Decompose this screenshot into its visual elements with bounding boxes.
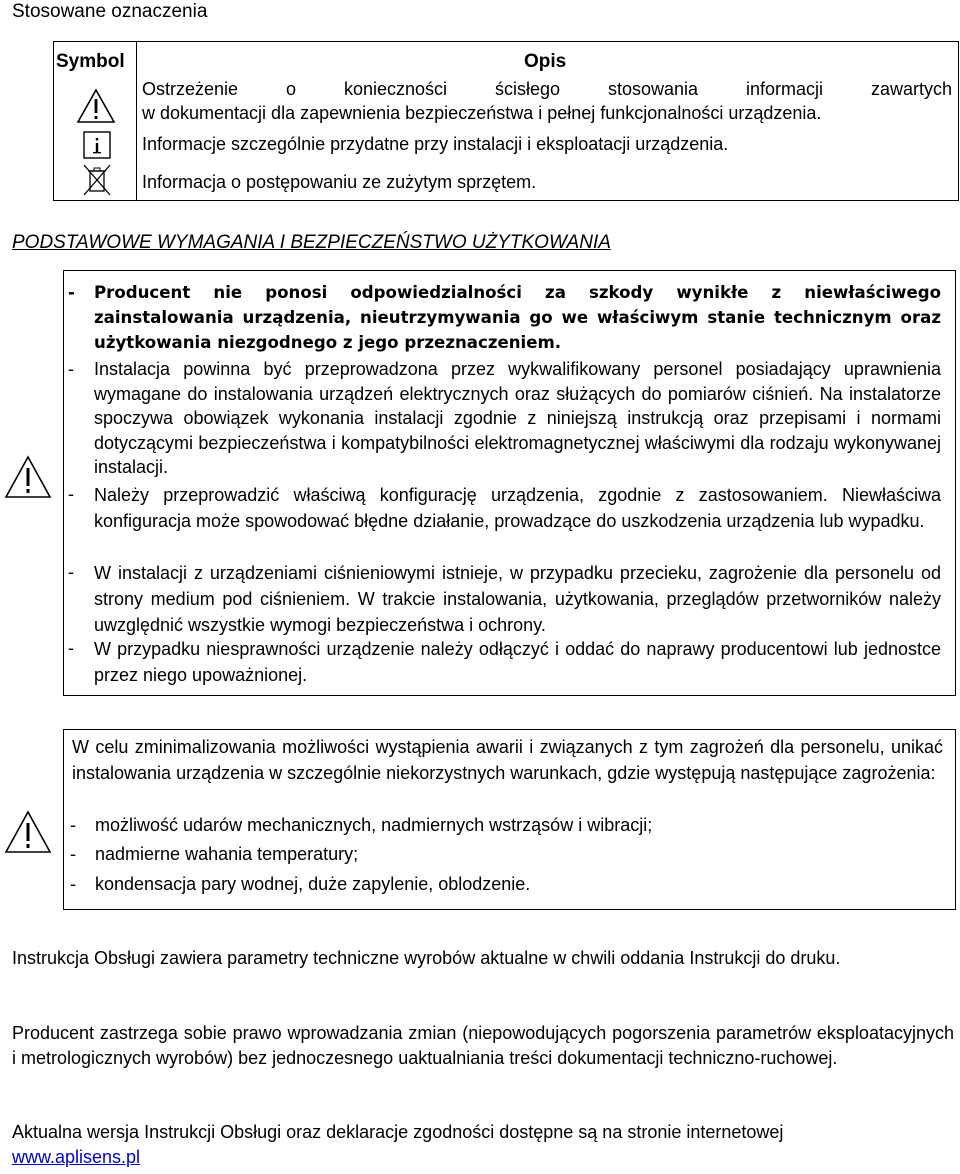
safety-item-text: W przypadku niesprawności urządzenie należy odłączyć i oddać do naprawy producentowi lub jednostce przez niego upoważnionej. [94,639,941,685]
hazard-item [70,871,530,897]
safety-item-text: W instalacji z urządzeniami ciśnieniowymi istnieje, w przypadku przecieku, zagrożenie dla personelu od strony medium pod ciśnieniem. W trakcie instalowania, użytkowania, przeglądów przetworników należy uwzględnić wszystkie wymogi bezpieczeństwa i ochrony. [94,563,941,635]
info-icon [82,130,112,160]
bullet-dash: - [68,484,74,504]
hazard-item [70,812,652,838]
safety-item [68,482,941,534]
warning-triangle-icon [4,455,52,505]
hazard-item-text: nadmierne wahania temperatury; [95,844,359,864]
warning-triangle-icon [4,810,52,860]
bullet-dash: - [70,844,76,864]
website-link[interactable]: www.aplisens.pl [12,1147,141,1167]
column-header-description: Opis [524,51,567,72]
safety-item [68,636,941,688]
safety-item [68,280,941,355]
bullet-dash: - [70,874,76,894]
symbols-table [53,41,959,201]
bullet-dash: - [70,815,76,835]
safety-item-text: Instalacja powinna być przeprowadzona przez wykwalifikowany personel posiadający uprawnienia wymagane do instalowania urządzeń elektrycznych oraz służących do pomiarów ciśnień. Na instalatorze spoczywa obowiązek wykonania instalacji zgodnie z niniejszą instrukcją oraz przepisami i normami dotyczącymi bezpieczeństwa i kompatybilności elektromagnetycznej właściwymi dla rodzaju wykonywanej instalacji. [94,359,941,478]
safety-requirements-box [63,270,956,696]
footer-paragraph-changes: Producent zastrzega sobie prawo wprowadzania zmian (niepowodujących pogorszenia parametrów eksploatacyjnych i metrologicznych wyrobów) bez jednoczesnego uaktualniania treści dokumentacji techniczno-ruchowej. [12,1023,954,1068]
safety-item-text: Producent nie ponosi odpowiedzialności za szkody wynikłe z niewłaściwego zainstalowania urządzenia, nieutrzymywania go we właściwym stanie technicznym oraz użytkowania niezgodnego z jego przeznaczeniem. [94,283,941,352]
column-header-symbol: Symbol [56,51,125,72]
bullet-dash: - [68,638,74,658]
warning-triangle-icon [74,86,118,126]
hazard-intro: W celu zminimalizowania możliwości wystąpienia awarii i związanych z tym zagrożeń dla personelu, unikać instalowania urządzenia w szczególnie niekorzystnych warunkach, gdzie występują następujące zagrożenia: [72,737,943,783]
crossed-bin-icon [80,162,114,198]
footer-paragraph-online [12,1120,954,1170]
hazard-item-text: możliwość udarów mechanicznych, nadmiernych wstrząsów i wibracji; [95,815,653,835]
footer-paragraph-validity: Instrukcja Obsługi zawiera parametry techniczne wyrobów aktualne w chwili oddania Instrukcji do druku. [12,948,841,968]
hazard-conditions-box [63,729,956,910]
symbol-desc-warning-line2: w dokumentacji dla zapewnienia bezpieczeństwa i pełnej funkcjonalności urządzenia. [142,103,822,123]
symbol-desc-warning-line1: Ostrzeżenie o konieczności ścisłego stosowania informacji zawartych [142,79,952,99]
footer-online-text: Aktualna wersja Instrukcji Obsługi oraz deklaracje zgodności dostępne są na stronie internetowej [12,1122,784,1142]
safety-item-text: Należy przeprowadzić właściwą konfigurację urządzenia, zgodnie z zastosowaniem. Niewłaściwa konfiguracja może spowodować błędne działanie, prowadzące do uszkodzenia urządzenia lub wypadku. [94,485,941,531]
safety-item [68,560,941,638]
bullet-dash: - [68,283,75,302]
bullet-dash: - [68,359,74,379]
symbol-desc-info: Informacje szczególnie przydatne przy instalacji i eksploatacji urządzenia. [142,134,729,154]
hazard-item-text: kondensacja pary wodnej, duże zapylenie, oblodzenie. [95,874,531,894]
hazard-item [70,841,358,867]
symbol-desc-disposal: Informacja o postępowaniu ze zużytym sprzętem. [142,172,537,192]
bullet-dash: - [68,562,74,582]
section-title-safety: PODSTAWOWE WYMAGANIA I BEZPIECZEŃSTWO UŻYTKOWANIA [12,232,611,253]
section-title-symbols: Stosowane oznaczenia [12,1,208,22]
safety-item [68,357,941,480]
